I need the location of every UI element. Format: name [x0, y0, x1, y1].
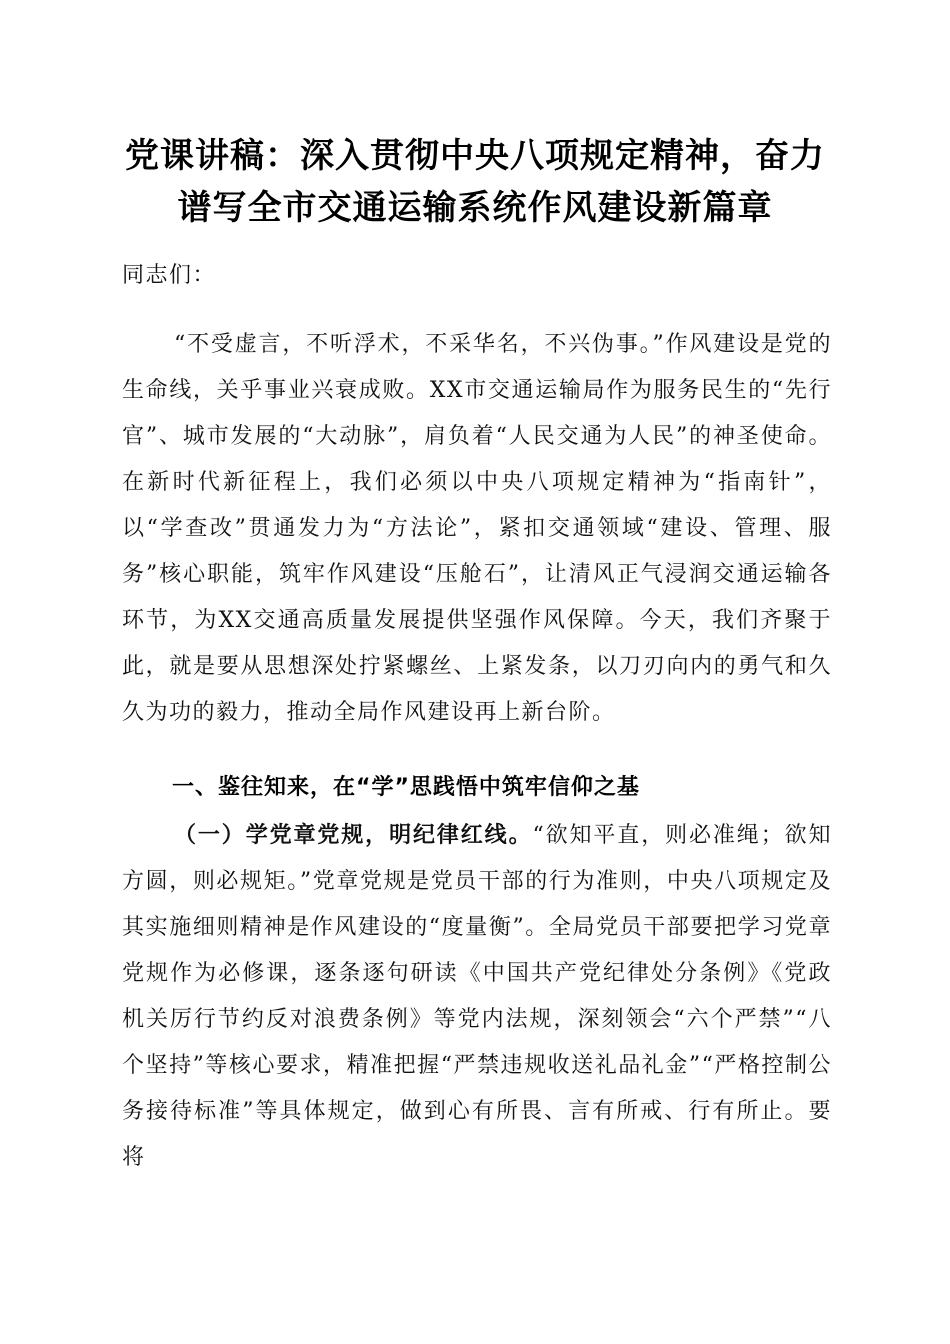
paragraph-section-1-1: [122, 812, 832, 1181]
greeting: 同志们：: [122, 263, 217, 288]
paragraph-section-1-1-text: “欲知平直，则必准绳；欲知方圆，则必规矩。”党章党规是党员干部的行为准则，中央八项规定及其实施细则精神是作风建设的“度量衡”。全局党员干部要把学习党章党规作为必修课，逐条逐句研读《中国共产党纪律处分条例》《党政机关厉行节约反对浪费条例》等党内法规，深刻领会“六个严禁”“八个坚持”等核心要求，精准把握“严禁违规收送礼品礼金”“严格控制公务接待标准”等具体规定，做到心有所畏、言有所戒、行有所止。要将: [122, 823, 832, 1170]
document-title: [100, 130, 850, 234]
section-heading-1: 一、鉴往知来，在“学”思践悟中筑牢信仰之基: [172, 775, 640, 800]
title-line-1: 党课讲稿：深入贯彻中央八项规定精神，奋力: [125, 136, 825, 176]
title-line-2: 谱写全市交通运输系统作风建设新篇章: [177, 188, 773, 228]
subsection-lead: （一）学党章党规，明纪律红线。: [174, 822, 533, 848]
paragraph-intro: “不受虚言，不听浮术，不采华名，不兴伪事。”作风建设是党的生命线，关乎事业兴衰成败。XX市交通运输局作为服务民生的“先行官”、城市发展的“大动脉”，肩负着“人民交通为人民”的神圣使命。在新时代新征程上，我们必须以中央八项规定精神为“指南针”，以“学查改”贯通发力为“方法论”，紧扣交通领域“建设、管理、服务”核心职能，筑牢作风建设“压舱石”，让清风正气浸润交通运输各环节，为XX交通高质量发展提供坚强作风保障。今天，我们齐聚于此，就是要从思想深处拧紧螺丝、上紧发条，以刀刃向内的勇气和久久为功的毅力，推动全局作风建设再上新台阶。: [122, 332, 832, 725]
